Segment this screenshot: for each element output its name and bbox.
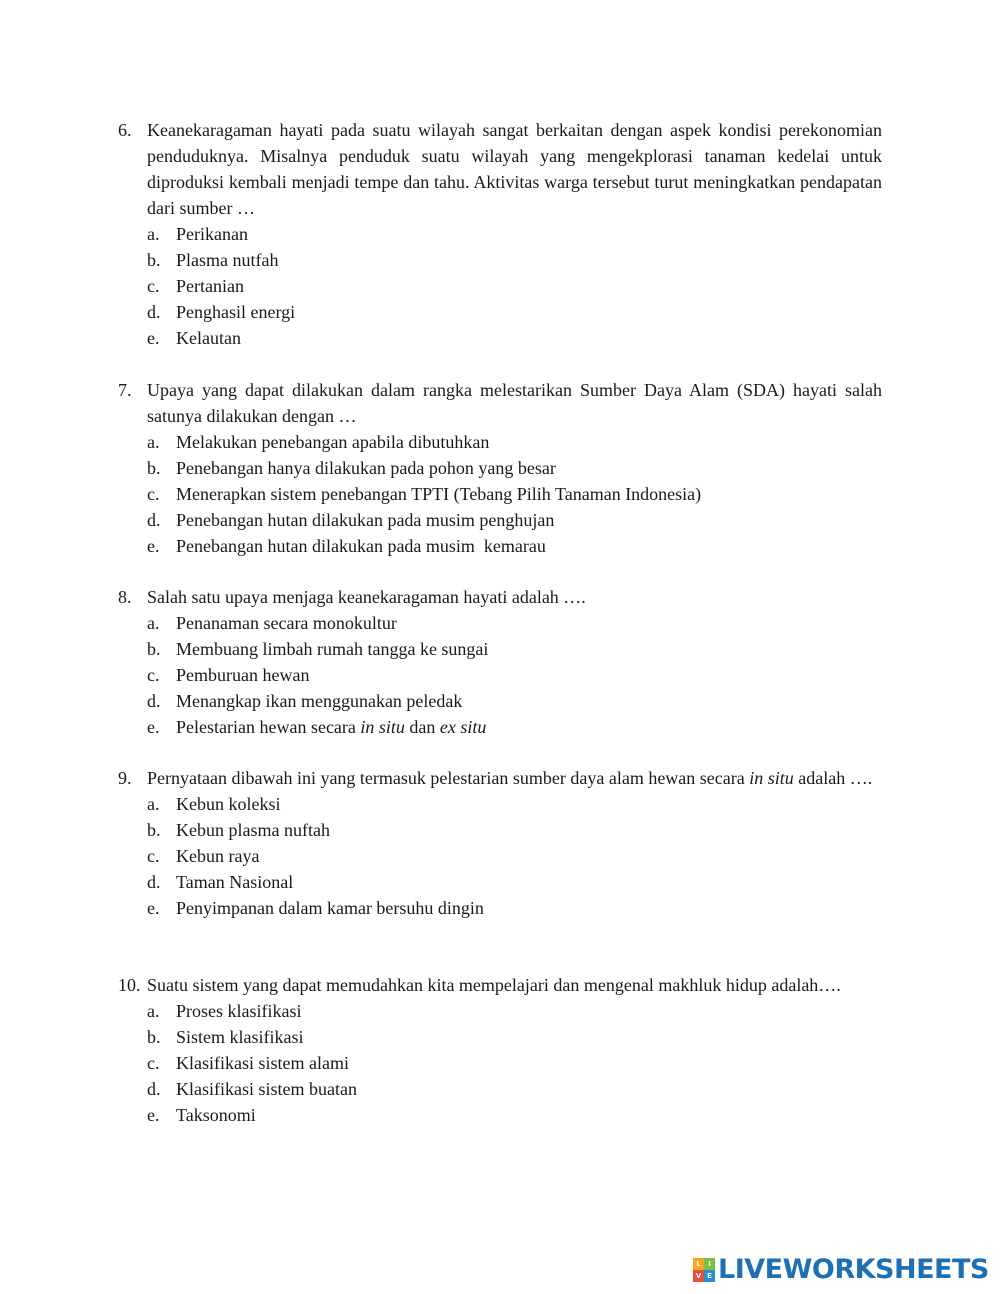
- option-e[interactable]: [118, 533, 882, 559]
- option-a[interactable]: [118, 221, 882, 247]
- option-letter: a.: [147, 1001, 160, 1021]
- question-8: [118, 584, 882, 740]
- liveworksheets-logo[interactable]: [693, 1255, 989, 1285]
- option-letter: e.: [147, 898, 160, 918]
- option-letter: d.: [147, 302, 161, 322]
- option-text: Penebangan hanya dilakukan pada pohon yang besar: [176, 458, 556, 478]
- option-a[interactable]: [118, 791, 882, 817]
- question-number: 8.: [118, 587, 132, 607]
- option-d[interactable]: [118, 688, 882, 714]
- option-text: Klasifikasi sistem alami: [176, 1053, 349, 1073]
- question-number: 7.: [118, 380, 132, 400]
- question-stem: [118, 765, 882, 791]
- option-letter: e.: [147, 328, 160, 348]
- option-letter: d.: [147, 872, 161, 892]
- option-c[interactable]: [118, 273, 882, 299]
- question-text: Salah satu upaya menjaga keanekaragaman hayati adalah ….: [147, 587, 586, 607]
- option-letter: c.: [147, 1053, 160, 1073]
- option-d[interactable]: [118, 1076, 882, 1102]
- option-b[interactable]: [118, 1024, 882, 1050]
- option-b[interactable]: [118, 817, 882, 843]
- option-letter: b.: [147, 820, 161, 840]
- option-letter: d.: [147, 510, 161, 530]
- mark-cell: E: [704, 1270, 715, 1282]
- option-letter: a.: [147, 224, 160, 244]
- question-stem: [118, 117, 882, 221]
- option-list: [118, 221, 882, 351]
- question-text-part: Pernyataan dibawah ini yang termasuk pelestarian sumber daya alam hewan secara: [147, 768, 750, 788]
- question-text: [147, 768, 872, 788]
- option-text-italic: ex situ: [439, 717, 487, 737]
- option-letter: b.: [147, 250, 161, 270]
- question-text: Upaya yang dapat dilakukan dalam rangka melestarikan Sumber Daya Alam (SDA) hayati salah satunya dilakukan dengan …: [147, 380, 882, 426]
- question-10: [118, 972, 882, 1128]
- option-c[interactable]: [118, 843, 882, 869]
- option-letter: d.: [147, 1079, 161, 1099]
- option-b[interactable]: [118, 455, 882, 481]
- question-7: [118, 377, 882, 559]
- option-d[interactable]: [118, 507, 882, 533]
- question-6: [118, 117, 882, 351]
- option-text: Penanaman secara monokultur: [176, 613, 397, 633]
- option-letter: e.: [147, 1105, 160, 1125]
- option-e[interactable]: [118, 714, 882, 740]
- option-a[interactable]: [118, 610, 882, 636]
- option-text: Sistem klasifikasi: [176, 1027, 304, 1047]
- option-text: Perikanan: [176, 224, 248, 244]
- logo-text: LIVEWORKSHEETS: [718, 1254, 989, 1285]
- question-number: 6.: [118, 120, 132, 140]
- option-b[interactable]: [118, 247, 882, 273]
- option-letter: d.: [147, 691, 161, 711]
- option-letter: e.: [147, 536, 160, 556]
- option-d[interactable]: [118, 869, 882, 895]
- option-text: Taksonomi: [176, 1105, 256, 1125]
- option-text: Taman Nasional: [176, 872, 294, 892]
- option-text: Kebun raya: [176, 846, 260, 866]
- option-a[interactable]: [118, 998, 882, 1024]
- option-letter: c.: [147, 846, 160, 866]
- option-e[interactable]: [118, 895, 882, 921]
- option-text: Pemburuan hewan: [176, 665, 310, 685]
- option-text: Penyimpanan dalam kamar bersuhu dingin: [176, 898, 484, 918]
- question-stem: [118, 972, 882, 998]
- option-text: Menerapkan sistem penebangan TPTI (Tebang Pilih Tanaman Indonesia): [176, 484, 702, 504]
- option-e[interactable]: [118, 1102, 882, 1128]
- option-list: [118, 791, 882, 921]
- option-text-part: dan: [404, 717, 440, 737]
- option-letter: a.: [147, 613, 160, 633]
- option-text: Klasifikasi sistem buatan: [176, 1079, 357, 1099]
- option-text-italic: in situ: [360, 717, 405, 737]
- option-text: Kebun plasma nuftah: [176, 820, 330, 840]
- question-number: 10.: [118, 975, 141, 995]
- option-text: Kebun koleksi: [176, 794, 281, 814]
- option-letter: c.: [147, 484, 160, 504]
- option-letter: c.: [147, 665, 160, 685]
- question-text-italic: in situ: [749, 768, 794, 788]
- option-letter: b.: [147, 1027, 161, 1047]
- mark-cell: L: [693, 1258, 704, 1270]
- option-c[interactable]: [118, 481, 882, 507]
- option-list: [118, 610, 882, 740]
- option-text: [176, 717, 486, 737]
- question-text-part: adalah ….: [793, 768, 873, 788]
- option-text: Penebangan hutan dilakukan pada musim penghujan: [176, 510, 555, 530]
- option-c[interactable]: [118, 662, 882, 688]
- question-text: Suatu sistem yang dapat memudahkan kita mempelajari dan mengenal makhluk hidup adalah….: [147, 975, 841, 995]
- option-text-part: Pelestarian hewan secara: [176, 717, 361, 737]
- option-letter: e.: [147, 717, 160, 737]
- option-text: Membuang limbah rumah tangga ke sungai: [176, 639, 489, 659]
- option-text: Menangkap ikan menggunakan peledak: [176, 691, 463, 711]
- question-text: Keanekaragaman hayati pada suatu wilayah sangat berkaitan dengan aspek kondisi perekonomian penduduknya. Misalnya penduduk suatu wilayah yang mengekplorasi tanaman kedelai untuk diproduksi kembali menjadi tempe dan tahu. Aktivitas warga tersebut turut meningkatkan pendapatan dari sumber …: [147, 120, 882, 218]
- option-letter: a.: [147, 794, 160, 814]
- option-text: Proses klasifikasi: [176, 1001, 302, 1021]
- option-text: Plasma nutfah: [176, 250, 279, 270]
- question-stem: [118, 584, 882, 610]
- option-text: Pertanian: [176, 276, 244, 296]
- option-letter: a.: [147, 432, 160, 452]
- option-e[interactable]: [118, 325, 882, 351]
- option-letter: c.: [147, 276, 160, 296]
- option-d[interactable]: [118, 299, 882, 325]
- option-list: [118, 429, 882, 559]
- option-letter: b.: [147, 639, 161, 659]
- question-stem: [118, 377, 882, 429]
- question-number: 9.: [118, 768, 132, 788]
- option-b[interactable]: [118, 636, 882, 662]
- option-text: Kelautan: [176, 328, 241, 348]
- option-list: [118, 998, 882, 1128]
- option-letter: b.: [147, 458, 161, 478]
- option-text: Penebangan hutan dilakukan pada musim kemarau: [176, 536, 546, 556]
- option-text: Melakukan penebangan apabila dibutuhkan: [176, 432, 490, 452]
- mark-cell: V: [693, 1270, 704, 1282]
- mark-cell: I: [704, 1258, 715, 1270]
- option-text: Penghasil energi: [176, 302, 296, 322]
- question-9: [118, 765, 882, 921]
- option-a[interactable]: [118, 429, 882, 455]
- live-mark-icon: [693, 1258, 715, 1282]
- option-c[interactable]: [118, 1050, 882, 1076]
